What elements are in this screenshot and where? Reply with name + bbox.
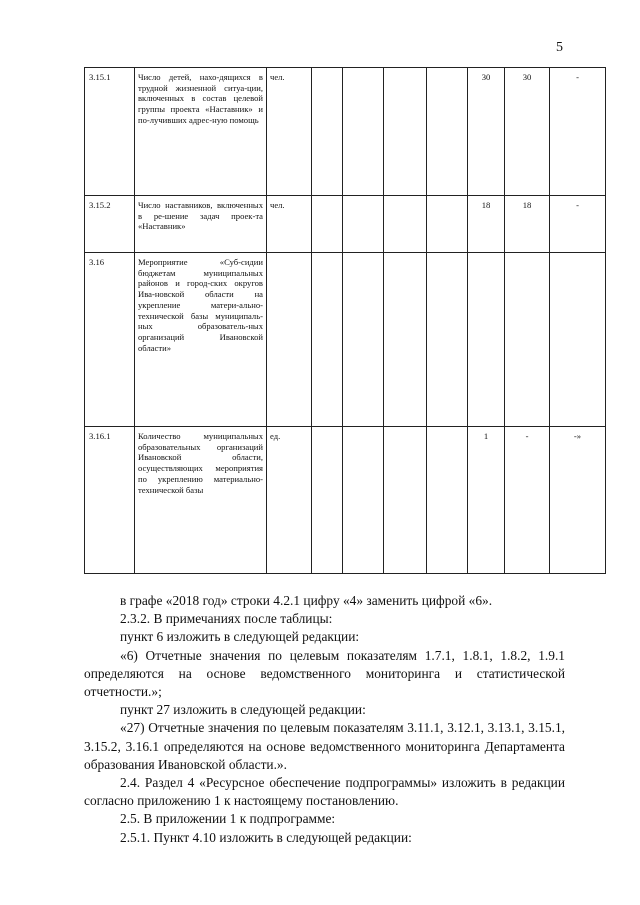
value-cell (343, 427, 384, 574)
table-row (85, 196, 606, 253)
value-cell (427, 196, 468, 253)
table-row (85, 427, 606, 574)
paragraph: пункт 6 изложить в следующей редакции: (120, 629, 360, 645)
row-number-cell: 3.16.1 (85, 427, 135, 574)
table-row (85, 253, 606, 427)
value-cell: - (505, 427, 550, 574)
row-number-cell: 3.15.1 (85, 68, 135, 196)
value-cell: 18 (468, 196, 505, 253)
value-cell: - (550, 68, 606, 196)
value-cell: 30 (468, 68, 505, 196)
value-cell (384, 253, 427, 427)
indicator-name-cell: Число детей, нахо-дящихся в трудной жизненной ситуа-ции, включенных в состав целевой группы проекта «Наставник» и по-лучивших адрес-ную помощь (135, 68, 267, 196)
value-cell (505, 253, 550, 427)
body-text (84, 592, 565, 847)
value-cell: 18 (505, 196, 550, 253)
indicator-name-cell: Количество муниципальных образовательных организаций Ивановской области, осуществляющих мероприятия по укреплению материально-технической базы (135, 427, 267, 574)
indicator-table (84, 67, 606, 574)
value-cell (427, 253, 468, 427)
page-number: 5 (556, 40, 563, 55)
paragraph: «6) Отчетные значения по целевым показателям 1.7.1, 1.8.1, 1.8.2, 1.9.1 определяются на основе ведомственного мониторинга и статистической отчетности.»; (84, 647, 565, 700)
table-row (85, 68, 606, 196)
row-number-cell: 3.16 (85, 253, 135, 427)
value-cell (312, 68, 343, 196)
value-cell: - (550, 196, 606, 253)
paragraph: 2.4. Раздел 4 «Ресурсное обеспечение подпрограммы» изложить в редакции согласно приложению 1 к настоящему постановлению. (84, 775, 565, 809)
indicator-name-cell: Мероприятие «Суб-сидии бюджетам муниципальных районов и город-ских округов Ива-новской области на укрепление матери-ально-технической базы муниципаль-ных образователь-ных организаций Ивановской области» (135, 253, 267, 427)
value-cell: -» (550, 427, 606, 574)
value-cell (427, 68, 468, 196)
value-cell (312, 196, 343, 253)
paragraph: «27) Отчетные значения по целевым показателям 3.11.1, 3.12.1, 3.13.1, 3.15.1, 3.15.2, 3.16.1 определяются на основе ведомственного мониторинга Департамента образования Ивановской области.». (84, 720, 565, 772)
unit-cell: чел. (267, 68, 312, 196)
unit-cell: чел. (267, 196, 312, 253)
paragraph: 2.5. В приложении 1 к подпрограмме: (120, 811, 336, 827)
value-cell (312, 253, 343, 427)
value-cell (384, 427, 427, 574)
indicator-name-cell: Число наставников, включенных в ре-шение задач проек-та «Наставник» (135, 196, 267, 253)
value-cell (427, 427, 468, 574)
value-cell (343, 196, 384, 253)
value-cell (384, 196, 427, 253)
value-cell: 1 (468, 427, 505, 574)
paragraph: 2.3.2. В примечаниях после таблицы: (120, 611, 333, 627)
paragraph: в графе «2018 год» строки 4.2.1 цифру «4» заменить цифрой «6». (120, 593, 493, 608)
row-number-cell: 3.15.2 (85, 196, 135, 253)
value-cell (468, 253, 505, 427)
unit-cell: ед. (267, 427, 312, 574)
value-cell (550, 253, 606, 427)
value-cell (343, 68, 384, 196)
paragraph: пункт 27 изложить в следующей редакции: (120, 702, 366, 718)
value-cell (343, 253, 384, 427)
unit-cell (267, 253, 312, 427)
value-cell (312, 427, 343, 574)
value-cell: 30 (505, 68, 550, 196)
paragraph: 2.5.1. Пункт 4.10 изложить в следующей редакции: (120, 829, 412, 845)
value-cell (384, 68, 427, 196)
